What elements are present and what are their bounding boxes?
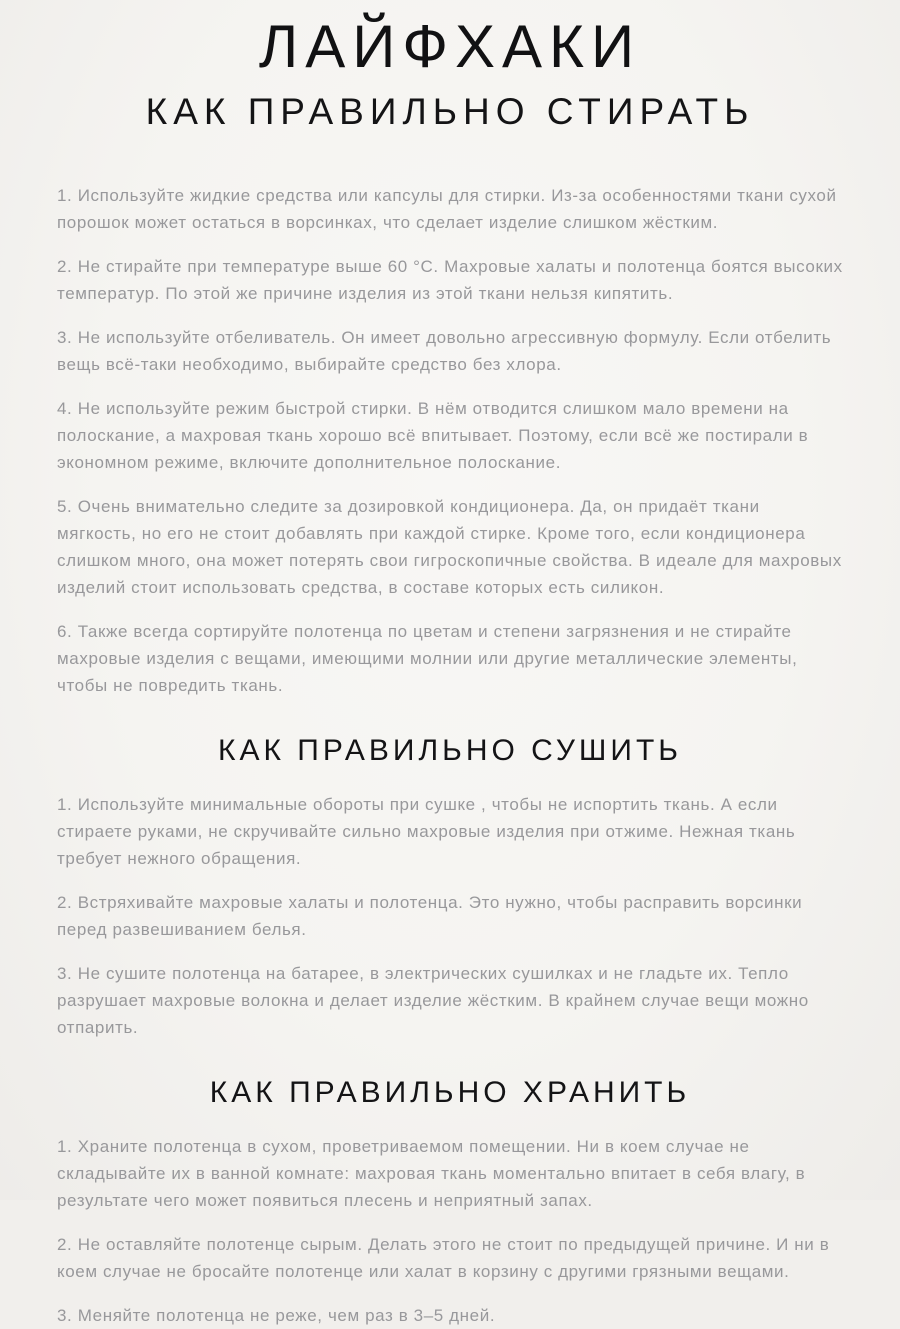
tip-paragraph: 1. Используйте минимальные обороты при сушке , чтобы не испортить ткань. А если стираете руками, не скручивайте сильно махровые изделия при отжиме. Нежная ткань требует нежного обращения. (57, 795, 796, 869)
section-heading-drying: КАК ПРАВИЛЬНО СУШИТЬ (218, 734, 682, 768)
tip-paragraph: 1. Используйте жидкие средства или капсулы для стирки. Из-за особенностями ткани сухой порошок может остаться в ворсинках, что сделает изделие слишком жёстким. (57, 186, 837, 233)
section-storing (57, 1133, 843, 1329)
section-washing (57, 182, 843, 699)
tip-paragraph: 3. Меняйте полотенца не реже, чем раз в 3–5 дней. (57, 1306, 496, 1326)
section-drying (57, 791, 843, 1041)
tip-paragraph: 3. Не сушите полотенца на батарее, в электрических сушилках и не гладьте их. Тепло разрушает махровые волокна и делает изделие жёстким. В крайнем случае вещи можно отпарить. (57, 964, 809, 1038)
tip-paragraph: 1. Храните полотенца в сухом, проветриваемом помещении. Ни в коем случае не складывайте их в ванной комнате: махровая ткань моментально впитает в себя влагу, в результате чего может появиться плесень и неприятный запах. (57, 1137, 806, 1211)
tip-paragraph: 3. Не используйте отбеливатель. Он имеет довольно агрессивную формулу. Если отбелить вещь всё-таки необходимо, выбирайте средство без хлора. (57, 328, 832, 375)
tip-paragraph: 6. Также всегда сортируйте полотенца по цветам и степени загрязнения и не стирайте махровые изделия с вещами, имеющими молнии или другие металлические элементы, чтобы не повредить ткань. (57, 622, 798, 696)
page-title: ЛАЙФХАКИ (258, 13, 642, 80)
tip-paragraph: 2. Встряхивайте махровые халаты и полотенца. Это нужно, чтобы расправить ворсинки перед развешиванием белья. (57, 893, 803, 940)
page-subtitle: КАК ПРАВИЛЬНО СТИРАТЬ (145, 91, 755, 132)
tip-paragraph: 2. Не стирайте при температуре выше 60 °С. Махровые халаты и полотенца боятся высоких температур. По этой же причине изделия из этой ткани нельзя кипятить. (57, 257, 843, 304)
tip-paragraph: 5. Очень внимательно следите за дозировкой кондиционера. Да, он придаёт ткани мягкость, но его не стоит добавлять при каждой стирке. Кроме того, если кондиционера слишком много, она может потерять свои гигроскопичные свойства. В идеале для махровых изделий стоит использовать средства, в составе которых есть силикон. (57, 497, 842, 598)
section-heading-storing: КАК ПРАВИЛЬНО ХРАНИТЬ (209, 1076, 691, 1110)
tip-paragraph: 4. Не используйте режим быстрой стирки. В нём отводится слишком мало времени на полоскание, а махровая ткань хорошо всё впитывает. Поэтому, если всё же постирали в экономном режиме, включите дополнительное полоскание. (57, 399, 809, 473)
tip-paragraph: 2. Не оставляйте полотенце сырым. Делать этого не стоит по предыдущей причине. И ни в коем случае не бросайте полотенце или халат в корзину с другими грязными вещами. (57, 1235, 830, 1282)
